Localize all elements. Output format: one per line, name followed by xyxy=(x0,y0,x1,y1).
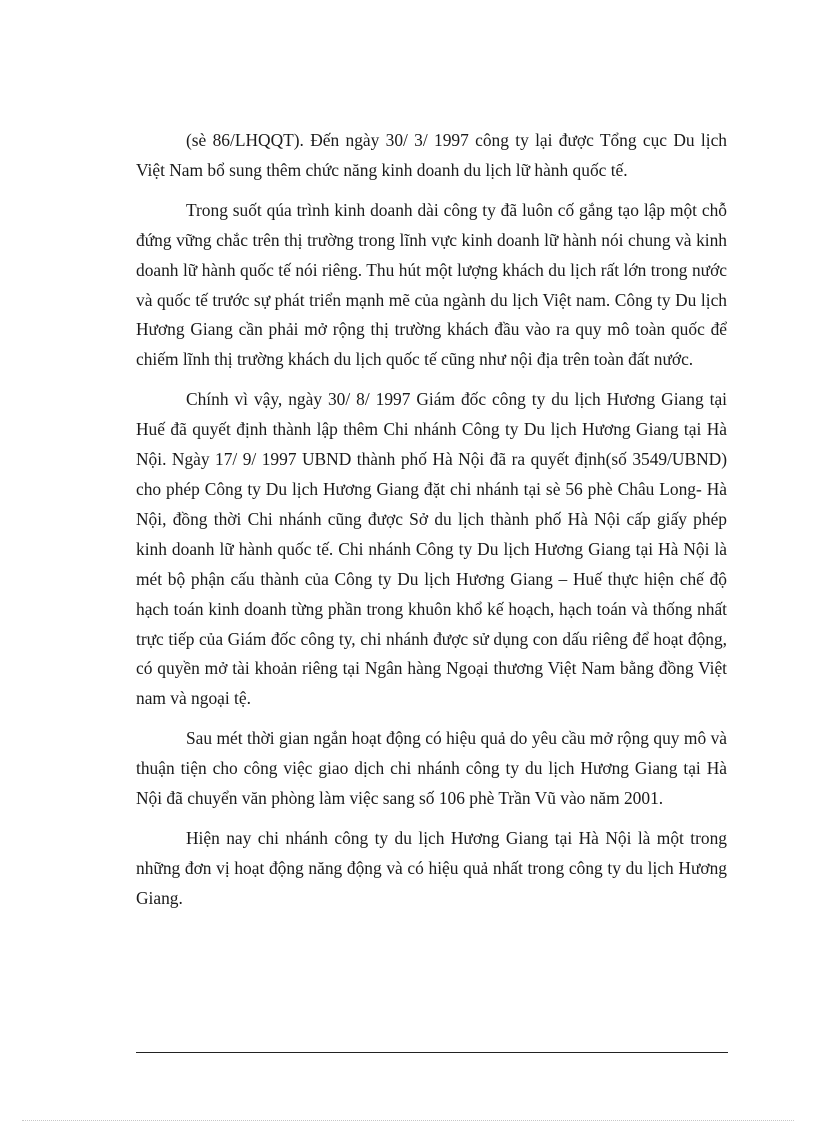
page-bottom-edge xyxy=(22,1120,794,1121)
paragraph-4: Sau mét thời gian ngắn hoạt động có hiệu quả do yêu cầu mở rộng quy mô và thuận tiện cho công việc giao dịch chi nhánh công ty du lịch Hương Giang tại Hà Nội đã chuyển văn phòng làm việc sang số 106 phè Trần Vũ vào năm 2001. xyxy=(136,728,727,809)
paragraph-2: Trong suốt qúa trình kinh doanh dài công ty đã luôn cố gắng tạo lập một chỗ đứng vững chắc trên thị trường trong lĩnh vực kinh doanh lữ hành nói chung và kinh doanh lữ hành quốc tế nói riêng. Thu hút một lượng khách du lịch rất lớn trong nước và quốc tế trước sự phát triển mạnh mẽ của ngành du lịch Việt nam. Công ty Du lịch Hương Giang cần phải mở rộng thị trường khách đầu vào ra quy mô toàn quốc để chiếm lĩnh thị trường khách du lịch quốc tế cũng như nội địa trên toàn đất nước. xyxy=(136,199,727,370)
paragraph-5: Hiện nay chi nhánh công ty du lịch Hương Giang tại Hà Nội là một trong những đơn vị hoạt động năng động và có hiệu quả nhất trong công ty du lịch Hương Giang. xyxy=(136,827,727,908)
footer-divider xyxy=(136,1052,728,1053)
document-body xyxy=(136,126,727,924)
paragraph-1: (sè 86/LHQQT). Đến ngày 30/ 3/ 1997 công ty lại được Tổng cục Du lịch Việt Nam bổ sung thêm chức năng kinh doanh du lịch lữ hành quốc tế. xyxy=(136,130,727,180)
paragraph-3: Chính vì vậy, ngày 30/ 8/ 1997 Giám đốc công ty du lịch Hương Giang tại Huế đã quyết định thành lập thêm Chi nhánh Công ty Du lịch Hương Giang tại Hà Nội. Ngày 17/ 9/ 1997 UBND thành phố Hà Nội đã ra quyết định(số 3549/UBND) cho phép Công ty Du lịch Hương Giang đặt chi nhánh tại sè 56 phè Châu Long- Hà Nội, đồng thời Chi nhánh cũng được Sở du lịch thành phố Hà Nội cấp giấy phép kinh doanh lữ hành quốc tế. Chi nhánh Công ty Du lịch Hương Giang tại Hà Nội là mét bộ phận cấu thành của Công ty Du lịch Hương Giang – Huế thực hiện chế độ hạch toán kinh doanh từng phần trong khuôn khổ kế hoạch, hạch toán và thống nhất trực tiếp của Giám đốc công ty, chi nhánh được sử dụng con dấu riêng để hoạt động, có quyền mở tài khoản riêng tại Ngân hàng Ngoại thương Việt Nam bằng đồng Việt nam và ngoại tệ. xyxy=(136,389,727,709)
